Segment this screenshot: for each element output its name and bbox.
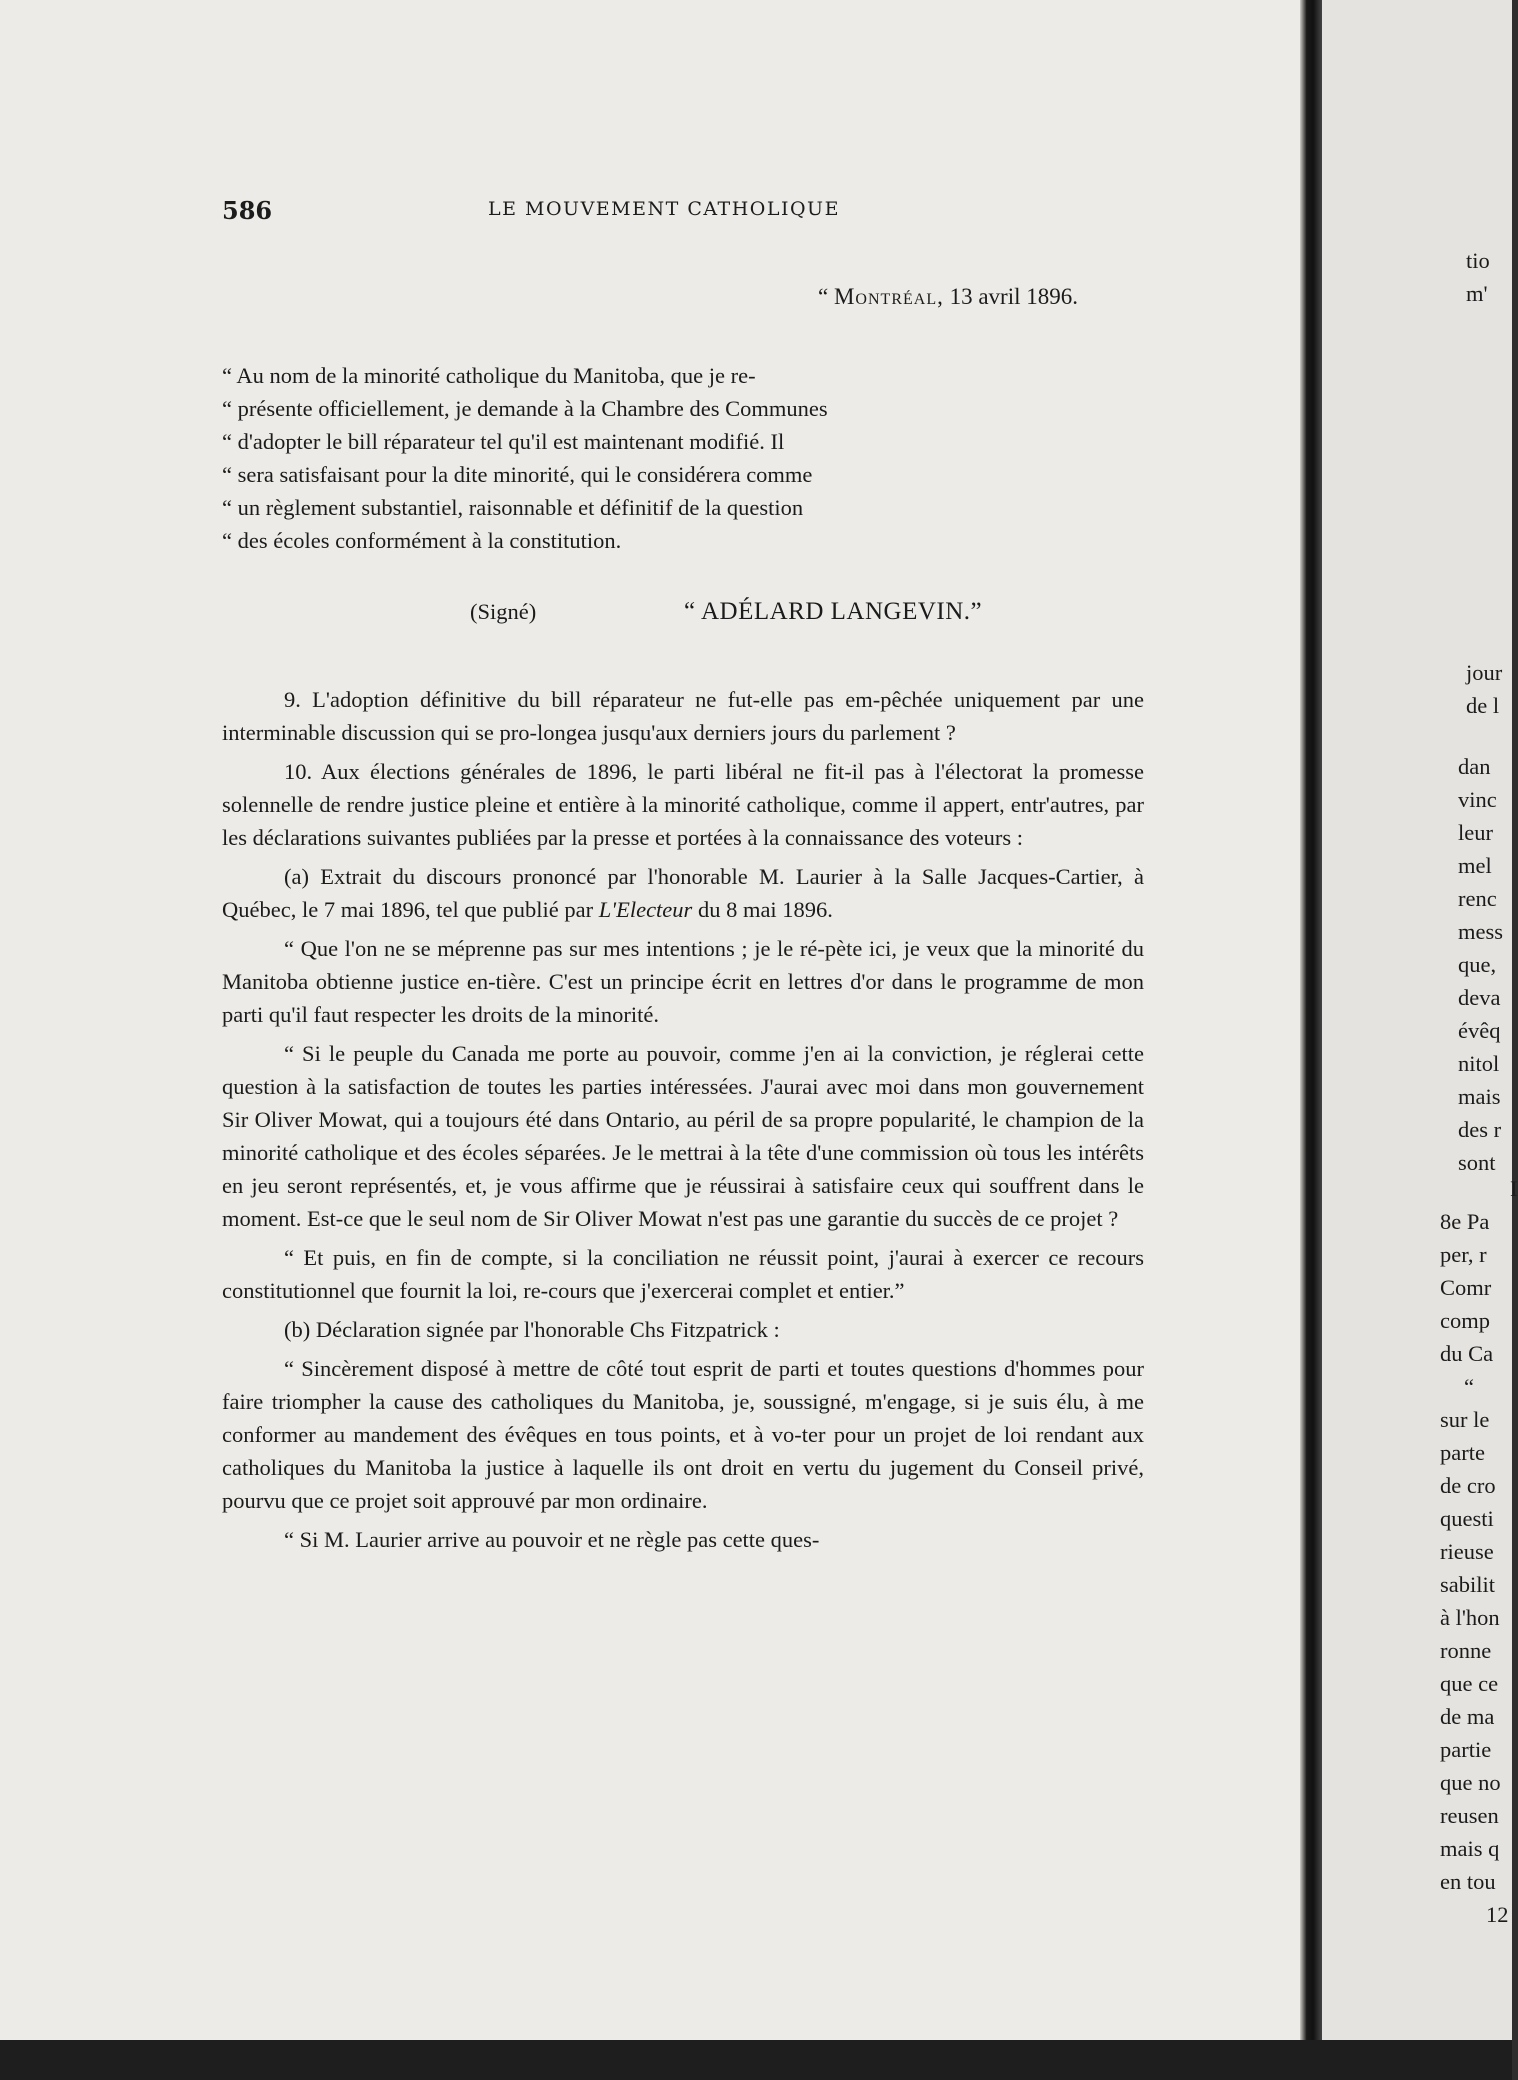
book-gutter — [1300, 0, 1322, 2048]
fragment-line: tio — [1466, 248, 1490, 273]
quote-line: “ d'adopter le bill réparateur tel qu'il est maintenant modifié. Il — [222, 429, 785, 454]
fragment-line: parte — [1440, 1440, 1485, 1465]
fragment-line: sur le — [1440, 1407, 1490, 1432]
main-text-column — [222, 280, 1144, 1562]
fragment-line: mel — [1458, 853, 1492, 878]
right-fragment-middle — [1466, 656, 1502, 722]
fragment-line: dan — [1458, 754, 1491, 779]
newspaper-title: L'Electeur — [598, 897, 693, 922]
page-header — [222, 196, 1142, 226]
page-number: 586 — [222, 196, 273, 225]
fragment-line: que, — [1458, 952, 1497, 977]
fragment-line: sabilit — [1440, 1572, 1495, 1597]
quote-line: “ des écoles conformément à la constitution. — [222, 528, 622, 553]
fragment-line: partie — [1440, 1737, 1492, 1762]
signature-line — [222, 595, 1144, 631]
fragment-line: mess — [1458, 919, 1503, 944]
fragment-line: m' — [1466, 281, 1488, 306]
fragment-line: vinc — [1458, 787, 1497, 812]
right-fragment-bottom — [1440, 1172, 1518, 1931]
right-fragment-lower — [1458, 750, 1503, 1179]
fragment-line: de ma — [1440, 1704, 1495, 1729]
fragment-line: leur — [1458, 820, 1493, 845]
dateline-date: 13 avril 1896. — [949, 284, 1078, 309]
fragment-line: de l — [1466, 693, 1500, 718]
langevin-quote — [222, 359, 1144, 557]
fragment-line: mais — [1458, 1084, 1501, 1109]
signed-label: (Signé) — [470, 599, 537, 624]
fragment-line: sont — [1458, 1150, 1496, 1175]
paragraph-a-date: du 8 mai 1896. — [692, 897, 833, 922]
fragment-line: de cro — [1440, 1473, 1496, 1498]
paragraph-9: 9. L'adoption définitive du bill réparateur ne fut-elle pas em-pêchée uniquement par une interminable discussion qui se pro-longea jusqu'aux derniers jours du parlement ? — [222, 687, 1144, 745]
fragment-line: que ce — [1440, 1671, 1499, 1696]
fragment-line: à l'hon — [1440, 1605, 1500, 1630]
fragment-line: comp — [1440, 1308, 1490, 1333]
laurier-quote-1: “ Que l'on ne se méprenne pas sur mes intentions ; je le ré-pète ici, je veux que la minorité du Manitoba obtienne justice en-tière. C'est un principe écrit en lettres d'or dans le programme de mon parti qu'il faut respecter les droits de la minorité. — [222, 936, 1144, 1027]
fragment-line: reusen — [1440, 1803, 1499, 1828]
fitzpatrick-quote-1: “ Sincèrement disposé à mettre de côté tout esprit de parti et toutes questions d'hommes pour faire triompher la cause des catholiques du Manitoba, je, soussigné, m'engage, si je suis élu, à me conformer au mandement des évêques en tous points, et à vo-ter pour un projet de loi rendant aux catholiques du Manitoba la justice à laquelle ils ont droit en vertu du jugement du Conseil privé, pourvu que ce projet soit approuvé par mon ordinaire. — [222, 1356, 1144, 1513]
fragment-line: que no — [1440, 1770, 1501, 1795]
dateline-place: Montréal, — [833, 284, 944, 309]
fragment-line: en tou — [1440, 1869, 1496, 1894]
fragment-line: mais q — [1440, 1836, 1500, 1861]
laurier-quote-2: “ Si le peuple du Canada me porte au pouvoir, comme j'en ai la conviction, je réglerai cette question à la satisfaction de toutes les parties intéressées. J'aurai avec moi dans mon gouvernement Sir Oliver Mowat, qui a toujours été dans Ontario, au péril de sa propre popularité, le champion de la minorité catholique et des écoles séparées. Je le mettrai à la tête d'une commission où tous les intérêts en jeu seront représentés, et, je vous affirme que je réussirai à satisfaire ceux qui souffrent dans le moment. Est-ce que le seul nom de Sir Oliver Mowat n'est pas une garantie du succès de ce projet ? — [222, 1041, 1144, 1231]
right-fragment-top — [1466, 244, 1490, 310]
fitzpatrick-quote-2: “ Si M. Laurier arrive au pouvoir et ne règle pas cette ques- — [284, 1527, 820, 1552]
fragment-line: évêq — [1458, 1018, 1501, 1043]
fragment-line: per, r — [1440, 1242, 1487, 1267]
paragraph-b: (b) Déclaration signée par l'honorable Chs Fitzpatrick : — [284, 1317, 780, 1342]
paragraph-10: 10. Aux élections générales de 1896, le parti libéral ne fit-il pas à l'électorat la promesse solennelle de rendre justice pleine et entière à la minorité catholique, comme il appert, entr'autres, par les déclarations suivantes publiées par la presse et portées à la connaissance des voteurs : — [222, 759, 1144, 850]
signatory-name: “ ADÉLARD LANGEVIN.” — [684, 598, 983, 625]
fragment-line: rieuse — [1440, 1539, 1494, 1564]
paragraph-a — [222, 860, 1144, 926]
fragment-line: renc — [1458, 886, 1497, 911]
scan-border — [0, 2040, 1512, 2080]
fragment-line: questi — [1440, 1506, 1494, 1531]
quote-line: “ présente officiellement, je demande à la Chambre des Communes — [222, 396, 828, 421]
fragment-line: des r — [1458, 1117, 1502, 1142]
fragment-line: du Ca — [1440, 1341, 1494, 1366]
running-title: LE MOUVEMENT CATHOLIQUE — [488, 198, 840, 220]
quote-line: “ un règlement substantiel, raisonnable et définitif de la question — [222, 495, 804, 520]
quote-line: “ sera satisfaisant pour la dite minorité, qui le considérera comme — [222, 462, 813, 487]
fragment-line: Comr — [1440, 1275, 1492, 1300]
fragment-line: “ — [1464, 1374, 1474, 1399]
fragment-line: 8e Pa — [1440, 1209, 1490, 1234]
paragraph-a-text: (a) Extrait du discours prononcé par l'honorable M. Laurier à la Salle Jacques-Cartier, à Québec, le 7 mai 1896, tel que publié par — [222, 864, 1144, 922]
fragment-line: I — [1510, 1176, 1518, 1201]
dateline: “ Montréal, 13 avril 1896. — [818, 284, 1078, 309]
fragment-line: 12 — [1486, 1902, 1509, 1927]
fragment-line: ronne — [1440, 1638, 1492, 1663]
laurier-quote-3: “ Et puis, en fin de compte, si la conciliation ne réussit point, j'aurai à exercer ce recours constitutionnel que fournit la loi, re-cours que j'exercerai complet et entier.” — [222, 1245, 1144, 1303]
fragment-line: deva — [1458, 985, 1501, 1010]
quote-line: “ Au nom de la minorité catholique du Manitoba, que je re- — [222, 363, 756, 388]
fragment-line: nitol — [1458, 1051, 1500, 1076]
fragment-line: jour — [1466, 660, 1503, 685]
